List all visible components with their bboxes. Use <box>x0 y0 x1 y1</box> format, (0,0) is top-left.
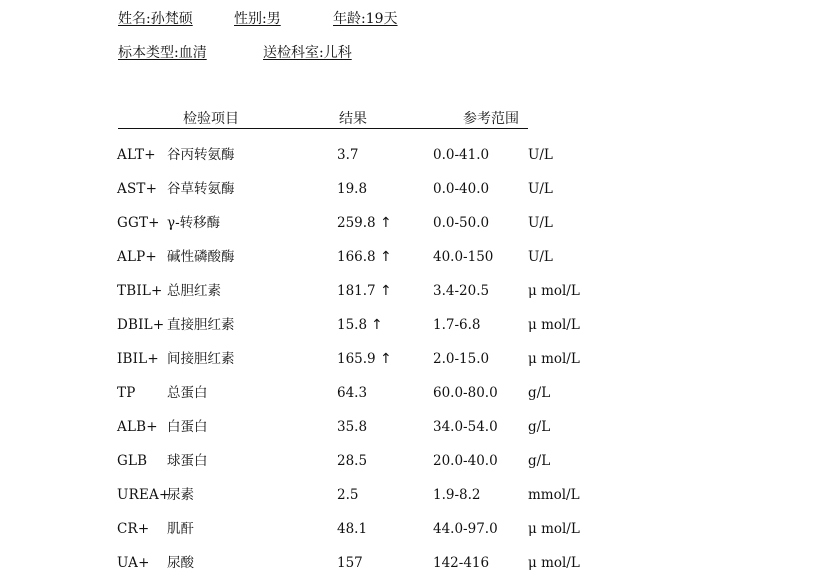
test-code: CR+ <box>117 521 150 537</box>
test-name: 谷草转氨酶 <box>167 181 235 197</box>
test-code: UA+ <box>117 555 150 571</box>
result-unit: μ mol/L <box>528 283 580 299</box>
test-result: 15.8 <box>337 317 368 333</box>
test-name: 尿酸 <box>167 555 194 571</box>
result-unit: μ mol/L <box>528 351 580 367</box>
patient-age: 年龄:19天 <box>333 11 398 27</box>
result-unit: U/L <box>528 249 553 265</box>
specimen-type: 标本类型:血清 <box>118 45 207 61</box>
high-flag-arrow-icon: ↑ <box>380 249 392 265</box>
requesting-department: 送检科室:儿科 <box>263 45 352 61</box>
test-result: 166.8 <box>337 249 376 265</box>
table-row <box>0 383 815 403</box>
reference-range: 1.7-6.8 <box>433 317 481 333</box>
test-code: UREA+ <box>117 487 171 503</box>
result-unit: U/L <box>528 215 553 231</box>
table-row <box>0 451 815 471</box>
test-name: 球蛋白 <box>167 453 208 469</box>
result-unit: g/L <box>528 419 551 435</box>
reference-range: 20.0-40.0 <box>433 453 498 469</box>
reference-range: 142-416 <box>433 555 490 571</box>
test-code: GLB <box>117 453 148 469</box>
test-result: 2.5 <box>337 487 359 503</box>
table-row <box>0 349 815 369</box>
test-name: 白蛋白 <box>167 419 208 435</box>
column-header-result: 结果 <box>339 111 367 127</box>
test-name: 肌酐 <box>167 521 194 537</box>
table-row <box>0 179 815 199</box>
test-result: 259.8 <box>337 215 376 231</box>
reference-range: 1.9-8.2 <box>433 487 481 503</box>
table-row <box>0 315 815 335</box>
result-unit: μ mol/L <box>528 521 580 537</box>
result-unit: μ mol/L <box>528 317 580 333</box>
test-name: 间接胆红素 <box>167 351 235 367</box>
table-row <box>0 553 815 573</box>
test-code: TP <box>117 385 136 401</box>
test-name: 尿素 <box>167 487 194 503</box>
test-name: 总胆红素 <box>167 283 221 299</box>
table-row <box>0 417 815 437</box>
test-name: 碱性磷酸酶 <box>167 249 235 265</box>
table-row <box>0 485 815 505</box>
table-row <box>0 281 815 301</box>
patient-gender: 性别:男 <box>234 11 281 27</box>
test-result: 181.7 <box>337 283 376 299</box>
result-unit: mmol/L <box>528 487 580 503</box>
patient-name: 姓名:孙梵硕 <box>118 11 193 27</box>
table-row <box>0 519 815 539</box>
test-result: 165.9 <box>337 351 376 367</box>
test-code: AST+ <box>117 181 158 197</box>
test-result: 64.3 <box>337 385 368 401</box>
reference-range: 0.0-41.0 <box>433 147 490 163</box>
reference-range: 44.0-97.0 <box>433 521 498 537</box>
reference-range: 60.0-80.0 <box>433 385 498 401</box>
header-divider <box>118 128 528 129</box>
reference-range: 34.0-54.0 <box>433 419 498 435</box>
test-name: 直接胆红素 <box>167 317 235 333</box>
test-code: ALB+ <box>117 419 158 435</box>
column-header-range: 参考范围 <box>463 111 519 127</box>
column-header-item: 检验项目 <box>183 111 239 127</box>
test-result: 35.8 <box>337 419 368 435</box>
reference-range: 0.0-50.0 <box>433 215 490 231</box>
test-code: ALT+ <box>117 147 156 163</box>
result-unit: μ mol/L <box>528 555 580 571</box>
reference-range: 40.0-150 <box>433 249 494 265</box>
test-result: 3.7 <box>337 147 359 163</box>
test-name: γ-转移酶 <box>167 215 221 231</box>
result-unit: U/L <box>528 181 553 197</box>
high-flag-arrow-icon: ↑ <box>380 283 392 299</box>
table-row <box>0 213 815 233</box>
test-result: 48.1 <box>337 521 368 537</box>
test-code: GGT+ <box>117 215 160 231</box>
test-code: ALP+ <box>117 249 157 265</box>
test-code: DBIL+ <box>117 317 165 333</box>
high-flag-arrow-icon: ↑ <box>371 317 383 333</box>
test-result: 19.8 <box>337 181 368 197</box>
reference-range: 3.4-20.5 <box>433 283 490 299</box>
test-result: 28.5 <box>337 453 368 469</box>
test-result: 157 <box>337 555 363 571</box>
result-unit: g/L <box>528 385 551 401</box>
result-unit: g/L <box>528 453 551 469</box>
test-name: 谷丙转氨酶 <box>167 147 235 163</box>
table-row <box>0 247 815 267</box>
test-code: TBIL+ <box>117 283 163 299</box>
test-name: 总蛋白 <box>167 385 208 401</box>
high-flag-arrow-icon: ↑ <box>380 351 392 367</box>
result-unit: U/L <box>528 147 553 163</box>
reference-range: 0.0-40.0 <box>433 181 490 197</box>
reference-range: 2.0-15.0 <box>433 351 490 367</box>
test-code: IBIL+ <box>117 351 159 367</box>
table-row <box>0 145 815 165</box>
high-flag-arrow-icon: ↑ <box>380 215 392 231</box>
